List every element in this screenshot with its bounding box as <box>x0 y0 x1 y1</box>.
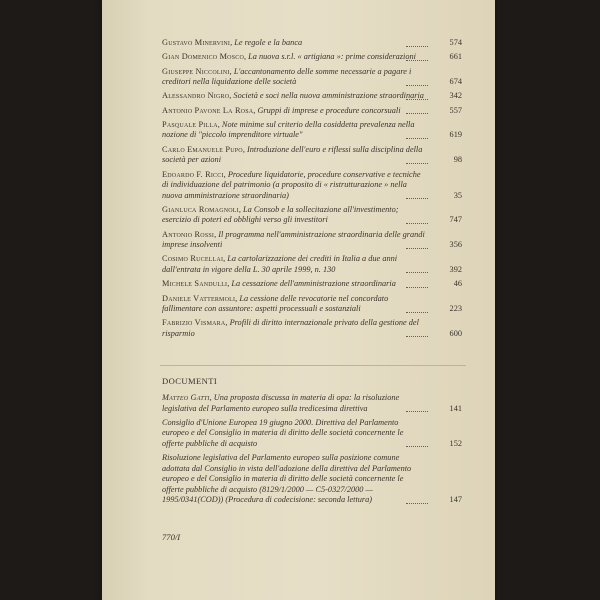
dot-leader <box>406 503 428 504</box>
contents-entry: Michele Sandulli, La cessazione dell'amministrazione straordinaria 46 <box>162 279 462 289</box>
entry-page-number: 392 <box>449 264 462 274</box>
dot-leader <box>406 138 428 139</box>
document-entry: Matteo Gatti, Una proposta discussa in materia di opa: la risoluzione legislativa del Parlamento europeo sulla tredicesima direttiva 141 <box>162 393 462 413</box>
entry-author: Fabrizio Vismara <box>162 318 226 328</box>
contents-entry: Fabrizio Vismara, Profili di diritto internazionale privato della gestione del risparmio 600 <box>162 318 462 338</box>
entry-author: Gianluca Romagnoli <box>162 204 239 214</box>
entry-author: Carlo Emanuele Pupo <box>162 144 243 154</box>
entry-author: Pasquale Pilla <box>162 119 218 129</box>
entry-author: Matteo Gatti <box>162 393 210 402</box>
entry-title: Una proposta discussa in materia di opa: la risoluzione legislativa del Parlamento europeo sulla tredicesima direttiva <box>162 393 400 413</box>
entry-title: La nuova s.r.l. « artigiana »: prime considerazioni <box>248 52 416 62</box>
entry-page-number: 35 <box>453 190 462 200</box>
entry-page-number: 661 <box>449 52 462 62</box>
dot-leader <box>406 411 428 412</box>
entry-author: Gustavo Minervini <box>162 38 231 47</box>
dot-leader <box>406 163 428 164</box>
contents-entry: Daniele Vattermoli, La cessione delle revocatorie nel concordato fallimentare con assuntore: aspetti processuali e sostanziali 223 <box>162 293 462 314</box>
entry-title: Gruppi di imprese e procedure concorsuali <box>257 105 401 115</box>
entry-page-number: 141 <box>449 403 462 413</box>
documents-list <box>162 393 462 509</box>
entry-page-number: 223 <box>449 304 462 314</box>
book-page <box>102 0 495 600</box>
entry-title: Profili di diritto internazionale privato della gestione del risparmio <box>162 318 419 338</box>
entry-page-number: 747 <box>449 215 462 225</box>
entry-page-number: 600 <box>449 328 462 338</box>
contents-entry: Antonio Rossi, Il programma nell'amministrazione straordinaria delle grandi imprese insolventi 356 <box>162 229 462 250</box>
entry-author: Daniele Vattermoli <box>162 293 236 303</box>
page-folio: 770/I <box>162 532 181 542</box>
contents-entry: Gian Domenico Mosco, La nuova s.r.l. « artigiana »: prime considerazioni 661 <box>162 52 462 62</box>
dot-leader <box>406 336 428 337</box>
contents-entry: Pasquale Pilla, Note minime sul criterio della cosiddetta prevalenza nella nozione di "piccolo imprenditore virtuale" 619 <box>162 119 462 140</box>
section-title: DOCUMENTI <box>162 376 218 386</box>
entry-title: Le regole e la banca <box>234 38 303 47</box>
entry-page-number: 574 <box>449 38 462 47</box>
contents-entry: Carlo Emanuele Pupo, Introduzione dell'euro e riflessi sulla disciplina della società per azioni 98 <box>162 144 462 165</box>
contents-entry: Giuseppe Niccolini, L'accantonamento delle somme necessarie a pagare i creditori nella liquidazione delle società 674 <box>162 66 462 87</box>
entry-author: Gian Domenico Mosco <box>162 52 244 62</box>
dot-leader <box>406 113 428 114</box>
contents-entry: Gustavo Minervini, Le regole e la banca 574 <box>162 38 462 47</box>
document-entry <box>162 418 462 450</box>
entry-title: Risoluzione legislativa del Parlamento europeo sulla posizione comune adottata dal Consiglio in vista dell'adozione della direttiva del Parlamento europeo e del Consiglio in materia di diritto delle società concernente le offerte pubbliche di acquisto (8129/1/2000 — C5-0327/2000 — 1995/0341(COD)) (Procedura di codecisione: seconda lettura) <box>162 453 412 505</box>
contents-entry: Alessandro Nigro, Società e soci nella nuova amministrazione straordinaria 342 <box>162 91 462 101</box>
dot-leader <box>406 446 428 447</box>
entry-page-number: 46 <box>453 279 462 289</box>
dot-leader <box>406 272 428 273</box>
entry-title: La cessione delle revocatorie nel concordato fallimentare con assuntore: aspetti processuali e sostanziali <box>162 293 389 314</box>
entry-title: Note minime sul criterio della cosiddetta prevalenza nella nozione di "piccolo imprenditore virtuale" <box>162 119 415 140</box>
dot-leader <box>406 99 428 100</box>
entry-title: Introduzione dell'euro e riflessi sulla disciplina della società per azioni <box>162 144 423 165</box>
entry-page-number: 152 <box>449 438 462 448</box>
entry-title: L'accantonamento delle somme necessarie a pagare i creditori nella liquidazione delle società <box>162 66 412 87</box>
contents-entry: Edoardo F. Ricci, Procedure liquidatorie, procedure conservative e tecniche di individuazione del patrimonio (a proposito di « ristrutturazione » nella nuova amministrazione straordinaria) 35 <box>162 169 462 200</box>
section-divider <box>160 365 466 367</box>
entry-author: Michele Sandulli <box>162 279 228 289</box>
entry-title: Società e soci nella nuova amministrazione straordinaria <box>233 91 424 101</box>
entry-author: Antonio Pavone La Rosa <box>162 105 254 115</box>
entry-page-number: 557 <box>449 105 462 115</box>
document-entry <box>162 453 462 506</box>
contents-entry: Gianluca Romagnoli, La Consob e la sollecitazione all'investimento; esercizio di poteri ed obblighi verso gli investitori 747 <box>162 204 462 225</box>
dot-leader <box>406 287 428 288</box>
entry-title: Il programma nell'amministrazione straordinaria delle grandi imprese insolventi <box>162 229 425 250</box>
entry-title: La cessazione dell'amministrazione straordinaria <box>231 279 396 289</box>
entry-title: Consiglio d'Unione Europea 19 giugno 2000. Direttiva del Parlamento europeo e del Consiglio in materia di diritto delle società concernente le offerte pubbliche di acquisto <box>162 417 404 448</box>
dot-leader <box>406 46 428 47</box>
contents-entry: Antonio Pavone La Rosa, Gruppi di imprese e procedure concorsuali 557 <box>162 105 462 115</box>
entry-page-number: 619 <box>449 130 462 140</box>
entry-author: Antonio Rossi <box>162 229 215 239</box>
dot-leader <box>406 312 428 313</box>
contents-entry: Cosimo Rucellai, La cartolarizzazione dei crediti in Italia a due anni dall'entrata in vigore della L. 30 aprile 1999, n. 130 392 <box>162 254 462 274</box>
entry-author: Giuseppe Niccolini <box>162 66 230 76</box>
entry-page-number: 147 <box>449 495 462 505</box>
dot-leader <box>406 223 428 224</box>
entry-author: Alessandro Nigro <box>162 91 230 101</box>
dot-leader <box>406 248 428 249</box>
entry-page-number: 674 <box>449 77 462 87</box>
dot-leader <box>406 60 428 61</box>
contents-list <box>162 38 462 343</box>
dot-leader <box>406 198 428 199</box>
entry-page-number: 98 <box>453 155 462 165</box>
dot-leader <box>406 85 428 86</box>
entry-title: La Consob e la sollecitazione all'investimento; esercizio di poteri ed obblighi verso gli investitori <box>162 204 399 225</box>
entry-title: Procedure liquidatorie, procedure conservative e tecniche di individuazione del patrimonio (a proposito di « ristrutturazione » nella nuova amministrazione straordinaria) <box>162 169 421 200</box>
entry-page-number: 342 <box>449 91 462 101</box>
entry-page-number: 356 <box>449 240 462 250</box>
entry-author: Edoardo F. Ricci <box>162 169 224 179</box>
entry-title: La cartolarizzazione dei crediti in Italia a due anni dall'entrata in vigore della L. 30 aprile 1999, n. 130 <box>162 254 398 274</box>
entry-author: Cosimo Rucellai <box>162 254 224 264</box>
